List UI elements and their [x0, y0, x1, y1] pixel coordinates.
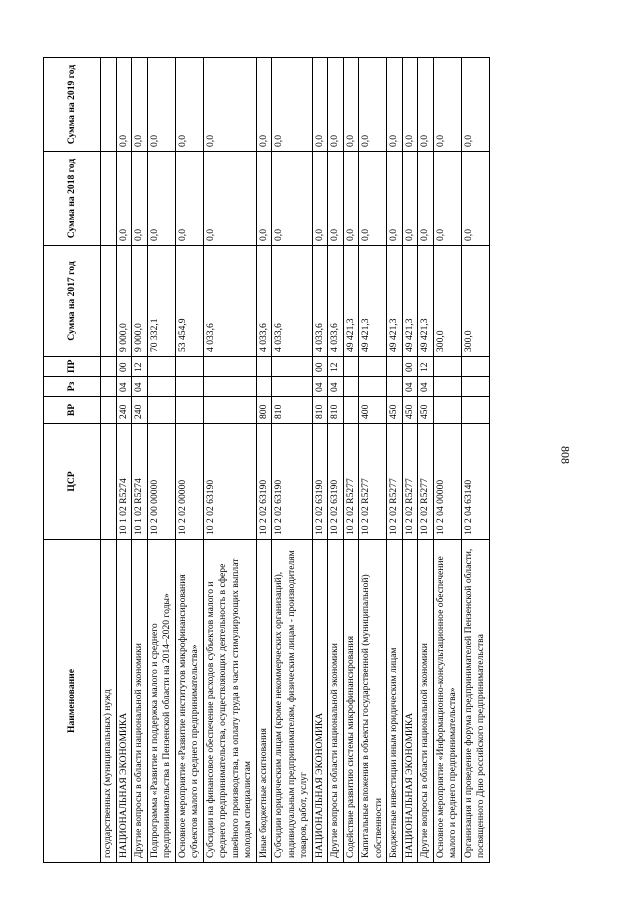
cell-pr: [433, 357, 461, 377]
cell-sum-2017: 4 033,6: [256, 246, 272, 357]
cell-pr: [272, 357, 313, 377]
cell-csr: 10 2 02 R5277: [359, 424, 387, 540]
cell-name: НАЦИОНАЛЬНАЯ ЭКОНОМИКА: [312, 540, 328, 863]
cell-csr: 10 2 02 00000: [175, 424, 203, 540]
cell-sum-2017: 4 033,6: [272, 246, 313, 357]
cell-pr: [461, 357, 489, 377]
cell-vr: 450: [387, 397, 403, 424]
cell-sum-2017: 300,0: [461, 246, 489, 357]
cell-name: НАЦИОНАЛЬНАЯ ЭКОНОМИКА: [116, 540, 132, 863]
cell-sum-2019: 0,0: [132, 58, 148, 152]
cell-sum-2017: 4 033,6: [203, 246, 256, 357]
cell-rz: 04: [328, 377, 344, 397]
cell-name: Капитальные вложения в объекты государственной (муниципальной) собственности: [359, 540, 387, 863]
cell-csr: 10 2 02 R5277: [402, 424, 418, 540]
cell-vr: 240: [132, 397, 148, 424]
cell-vr: [343, 397, 359, 424]
cell-pr: [343, 357, 359, 377]
cell-pr: [387, 357, 403, 377]
cell-sum-2018: [101, 152, 117, 246]
cell-vr: 810: [272, 397, 313, 424]
cell-vr: 810: [312, 397, 328, 424]
cell-sum-2018: 0,0: [116, 152, 132, 246]
cell-name: НАЦИОНАЛЬНАЯ ЭКОНОМИКА: [402, 540, 418, 863]
cell-sum-2019: 0,0: [328, 58, 344, 152]
cell-rz: [203, 377, 256, 397]
cell-sum-2017: 9 000,0: [132, 246, 148, 357]
budget-table: [43, 57, 490, 863]
table-row: [256, 58, 272, 863]
cell-pr: [101, 357, 117, 377]
cell-sum-2019: 0,0: [147, 58, 175, 152]
cell-sum-2019: 0,0: [272, 58, 313, 152]
cell-name: Организация и проведение форума предпринимателей Пензенской области, посвященного Дню российского предпринимательства: [461, 540, 489, 863]
cell-sum-2019: 0,0: [312, 58, 328, 152]
cell-sum-2019: 0,0: [343, 58, 359, 152]
cell-name: Подпрограмма «Развитие и поддержка малого и среднего предпринимательства в Пензенской области на 2014–2020 годы»: [147, 540, 175, 863]
cell-vr: 400: [359, 397, 387, 424]
table-row: [359, 58, 387, 863]
header-vr: ВР: [44, 397, 101, 424]
cell-sum-2017: 49 421,3: [387, 246, 403, 357]
cell-sum-2019: 0,0: [359, 58, 387, 152]
cell-name: Бюджетные инвестиции иным юридическим лицам: [387, 540, 403, 863]
cell-rz: [272, 377, 313, 397]
table-row: [132, 58, 148, 863]
cell-sum-2019: 0,0: [418, 58, 434, 152]
cell-csr: [101, 424, 117, 540]
cell-vr: [461, 397, 489, 424]
cell-sum-2018: 0,0: [402, 152, 418, 246]
cell-pr: [175, 357, 203, 377]
table-row: [433, 58, 461, 863]
cell-csr: 10 2 02 R5277: [343, 424, 359, 540]
table-row: [387, 58, 403, 863]
cell-sum-2017: 9 000,0: [116, 246, 132, 357]
cell-name: Другие вопросы в области национальной экономики: [132, 540, 148, 863]
table-row: [272, 58, 313, 863]
cell-sum-2018: 0,0: [328, 152, 344, 246]
cell-sum-2019: 0,0: [402, 58, 418, 152]
cell-sum-2019: 0,0: [116, 58, 132, 152]
cell-name: Другие вопросы в области национальной экономики: [328, 540, 344, 863]
cell-name: Субсидии на финансовое обеспечение расходов субъектов малого и среднего предпринимательства, осуществляющих деятельность в сфере швейного производства, на оплату труда в части стимулирующих выплат молодым специалистам: [203, 540, 256, 863]
cell-pr: 00: [312, 357, 328, 377]
cell-vr: [175, 397, 203, 424]
cell-csr: 10 2 00 00000: [147, 424, 175, 540]
cell-csr: 10 2 04 00000: [433, 424, 461, 540]
cell-sum-2018: 0,0: [387, 152, 403, 246]
cell-sum-2018: 0,0: [461, 152, 489, 246]
cell-rz: [359, 377, 387, 397]
header-csr: ЦСР: [44, 424, 101, 540]
cell-csr: 10 2 02 63190: [328, 424, 344, 540]
cell-sum-2019: [101, 58, 117, 152]
cell-rz: [175, 377, 203, 397]
header-sum-2017: Сумма на 2017 год: [44, 246, 101, 357]
cell-vr: 450: [418, 397, 434, 424]
cell-csr: 10 2 02 R5277: [387, 424, 403, 540]
cell-pr: 12: [328, 357, 344, 377]
cell-pr: 00: [116, 357, 132, 377]
cell-rz: 04: [116, 377, 132, 397]
cell-sum-2017: 300,0: [433, 246, 461, 357]
header-pr: ПР: [44, 357, 101, 377]
cell-sum-2017: 49 421,3: [418, 246, 434, 357]
cell-vr: 450: [402, 397, 418, 424]
cell-sum-2018: 0,0: [343, 152, 359, 246]
cell-sum-2017: [101, 246, 117, 357]
cell-csr: 10 2 02 R5277: [418, 424, 434, 540]
cell-sum-2018: 0,0: [359, 152, 387, 246]
cell-name: Субсидии юридическим лицам (кроме некоммерческих организаций), индивидуальным предпринимателям, физическим лицам - производителям товаров, работ, услуг: [272, 540, 313, 863]
cell-sum-2019: 0,0: [203, 58, 256, 152]
cell-sum-2017: 4 033,6: [312, 246, 328, 357]
table-row: [116, 58, 132, 863]
cell-sum-2018: 0,0: [272, 152, 313, 246]
cell-rz: [101, 377, 117, 397]
cell-rz: [147, 377, 175, 397]
cell-name: государственных (муниципальных) нужд: [101, 540, 117, 863]
table-row: [461, 58, 489, 863]
cell-pr: [256, 357, 272, 377]
cell-sum-2018: 0,0: [132, 152, 148, 246]
cell-name: Основное мероприятие «Информационно-консультационное обеспечение малого и среднего предпринимательства»: [433, 540, 461, 863]
cell-sum-2017: 49 421,3: [402, 246, 418, 357]
header-rz: Рз: [44, 377, 101, 397]
cell-csr: 10 2 02 63190: [203, 424, 256, 540]
cell-pr: [147, 357, 175, 377]
cell-sum-2018: 0,0: [203, 152, 256, 246]
table-row: [101, 58, 117, 863]
cell-vr: [203, 397, 256, 424]
rotated-page: [43, 58, 563, 863]
cell-sum-2018: 0,0: [418, 152, 434, 246]
cell-rz: [256, 377, 272, 397]
cell-sum-2018: 0,0: [433, 152, 461, 246]
cell-sum-2017: 49 421,3: [359, 246, 387, 357]
cell-csr: 10 1 02 R5274: [132, 424, 148, 540]
cell-name: Основное мероприятие «Развитие институтов микрофинансирования субъектов малого и среднего предпринимательства»: [175, 540, 203, 863]
cell-sum-2017: 4 033,6: [328, 246, 344, 357]
page-number: 808: [558, 446, 573, 464]
cell-name: Содействие развитию системы микрофинансирования: [343, 540, 359, 863]
cell-sum-2019: 0,0: [433, 58, 461, 152]
cell-csr: 10 2 04 63140: [461, 424, 489, 540]
cell-sum-2017: 53 454,9: [175, 246, 203, 357]
table-header-row: [44, 58, 101, 863]
cell-sum-2018: 0,0: [147, 152, 175, 246]
cell-rz: 04: [402, 377, 418, 397]
cell-pr: [203, 357, 256, 377]
table-row: [418, 58, 434, 863]
cell-vr: [433, 397, 461, 424]
header-sum-2018: Сумма на 2018 год: [44, 152, 101, 246]
cell-sum-2019: 0,0: [461, 58, 489, 152]
cell-sum-2019: 0,0: [387, 58, 403, 152]
table-row: [328, 58, 344, 863]
cell-rz: 04: [312, 377, 328, 397]
table-row: [343, 58, 359, 863]
cell-vr: 240: [116, 397, 132, 424]
cell-rz: [461, 377, 489, 397]
cell-vr: [101, 397, 117, 424]
cell-vr: 810: [328, 397, 344, 424]
cell-csr: 10 1 02 R5274: [116, 424, 132, 540]
cell-sum-2019: 0,0: [175, 58, 203, 152]
table-row: [312, 58, 328, 863]
table-row: [203, 58, 256, 863]
cell-rz: 04: [418, 377, 434, 397]
cell-sum-2017: 49 421,3: [343, 246, 359, 357]
cell-rz: [433, 377, 461, 397]
table-row: [402, 58, 418, 863]
cell-csr: 10 2 02 63190: [312, 424, 328, 540]
header-name: Наименование: [44, 540, 101, 863]
cell-sum-2018: 0,0: [175, 152, 203, 246]
cell-sum-2019: 0,0: [256, 58, 272, 152]
cell-pr: 12: [418, 357, 434, 377]
cell-pr: 12: [132, 357, 148, 377]
header-sum-2019: Сумма на 2019 год: [44, 58, 101, 152]
cell-pr: [359, 357, 387, 377]
cell-csr: 10 2 02 63190: [272, 424, 313, 540]
table-row: [147, 58, 175, 863]
cell-pr: 00: [402, 357, 418, 377]
cell-name: Другие вопросы в области национальной экономики: [418, 540, 434, 863]
cell-rz: 04: [132, 377, 148, 397]
cell-name: Иные бюджетные ассигнования: [256, 540, 272, 863]
cell-csr: 10 2 02 63190: [256, 424, 272, 540]
cell-sum-2017: 70 332,1: [147, 246, 175, 357]
cell-rz: [343, 377, 359, 397]
cell-vr: 800: [256, 397, 272, 424]
cell-vr: [147, 397, 175, 424]
table-row: [175, 58, 203, 863]
cell-sum-2018: 0,0: [256, 152, 272, 246]
cell-rz: [387, 377, 403, 397]
cell-sum-2018: 0,0: [312, 152, 328, 246]
